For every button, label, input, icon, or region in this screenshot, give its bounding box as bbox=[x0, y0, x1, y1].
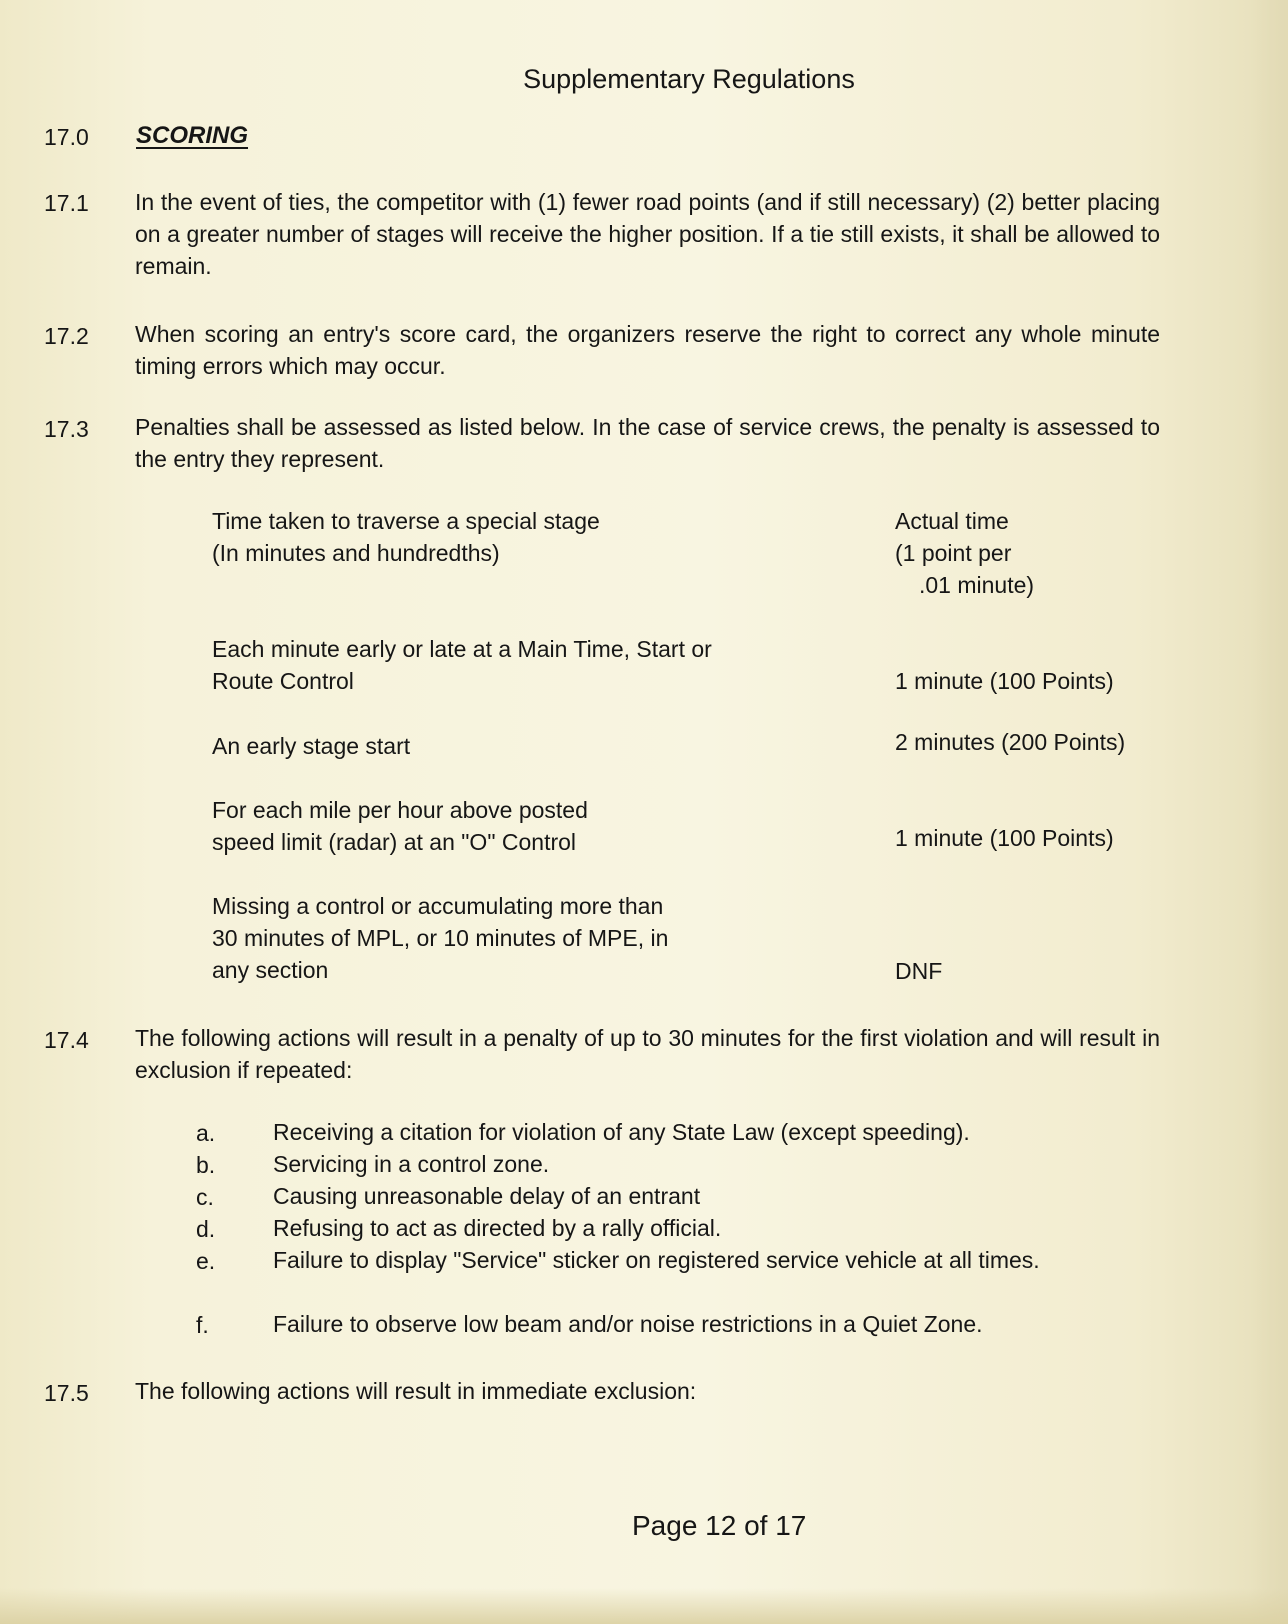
paragraph-number: 17.1 bbox=[44, 190, 89, 216]
list-item: Failure to display "Service" sticker on registered service vehicle at all times. bbox=[273, 1247, 1040, 1273]
paragraph-number: 17.5 bbox=[44, 1380, 89, 1406]
penalty-value: Actual time (1 point per .01 minute) bbox=[895, 508, 1035, 598]
paragraph-text: Penalties shall be assessed as listed below. In the case of service crews, the penalty is assessed to the entry they represent. bbox=[135, 414, 1160, 472]
penalty-value: 1 minute (100 Points) bbox=[895, 825, 1114, 851]
paragraph-text: The following actions will result in immediate exclusion: bbox=[135, 1378, 697, 1404]
list-item: Servicing in a control zone. bbox=[273, 1151, 550, 1177]
paragraph-number: 17.4 bbox=[44, 1027, 89, 1053]
page-number: Page 12 of 17 bbox=[632, 1510, 807, 1541]
page-edge-shadow bbox=[1250, 0, 1288, 1624]
penalty-description: Time taken to traverse a special stage (In minutes and hundredths) bbox=[212, 508, 600, 566]
penalty-value: 1 minute (100 Points) bbox=[895, 668, 1114, 694]
paragraph-number: 17.2 bbox=[44, 323, 89, 349]
list-item-letter: d. bbox=[196, 1216, 216, 1242]
page-bottom-shadow bbox=[0, 1588, 1288, 1624]
list-item: Failure to observe low beam and/or noise restrictions in a Quiet Zone. bbox=[273, 1311, 983, 1337]
list-item-letter: c. bbox=[196, 1184, 214, 1210]
penalty-value: 2 minutes (200 Points) bbox=[895, 729, 1126, 755]
penalty-description: For each mile per hour above posted speed limit (radar) at an "O" Control bbox=[212, 797, 588, 855]
page-title: Supplementary Regulations bbox=[523, 64, 855, 94]
paragraph-number: 17.3 bbox=[44, 416, 89, 442]
section-heading: SCORING bbox=[136, 122, 249, 149]
list-item-letter: f. bbox=[196, 1312, 209, 1338]
list-item: Causing unreasonable delay of an entrant bbox=[273, 1183, 701, 1209]
penalty-description: An early stage start bbox=[212, 733, 411, 759]
penalty-value: DNF bbox=[895, 958, 943, 984]
penalty-description: Missing a control or accumulating more than 30 minutes of MPL, or 10 minutes of MPE, in any section bbox=[212, 893, 669, 983]
paragraph-text: The following actions will result in a penalty of up to 30 minutes for the first violation and will result in exclusion if repeated: bbox=[135, 1025, 1160, 1083]
list-item: Refusing to act as directed by a rally official. bbox=[273, 1215, 722, 1241]
list-item-letter: e. bbox=[196, 1248, 216, 1274]
paragraph-text: When scoring an entry's score card, the organizers reserve the right to correct any whole minute timing errors which may occur. bbox=[135, 321, 1160, 379]
penalty-description: Each minute early or late at a Main Time, Start or Route Control bbox=[212, 636, 712, 694]
list-item-letter: b. bbox=[196, 1152, 216, 1178]
list-item-letter: a. bbox=[196, 1120, 216, 1146]
list-item: Receiving a citation for violation of any State Law (except speeding). bbox=[273, 1119, 970, 1145]
section-number: 17.0 bbox=[44, 124, 89, 150]
paragraph-text: In the event of ties, the competitor with (1) fewer road points (and if still necessary) (2) better placing on a greater number of stages will receive the higher position. If a tie still exists, it shall be allowed to remain. bbox=[135, 189, 1160, 279]
